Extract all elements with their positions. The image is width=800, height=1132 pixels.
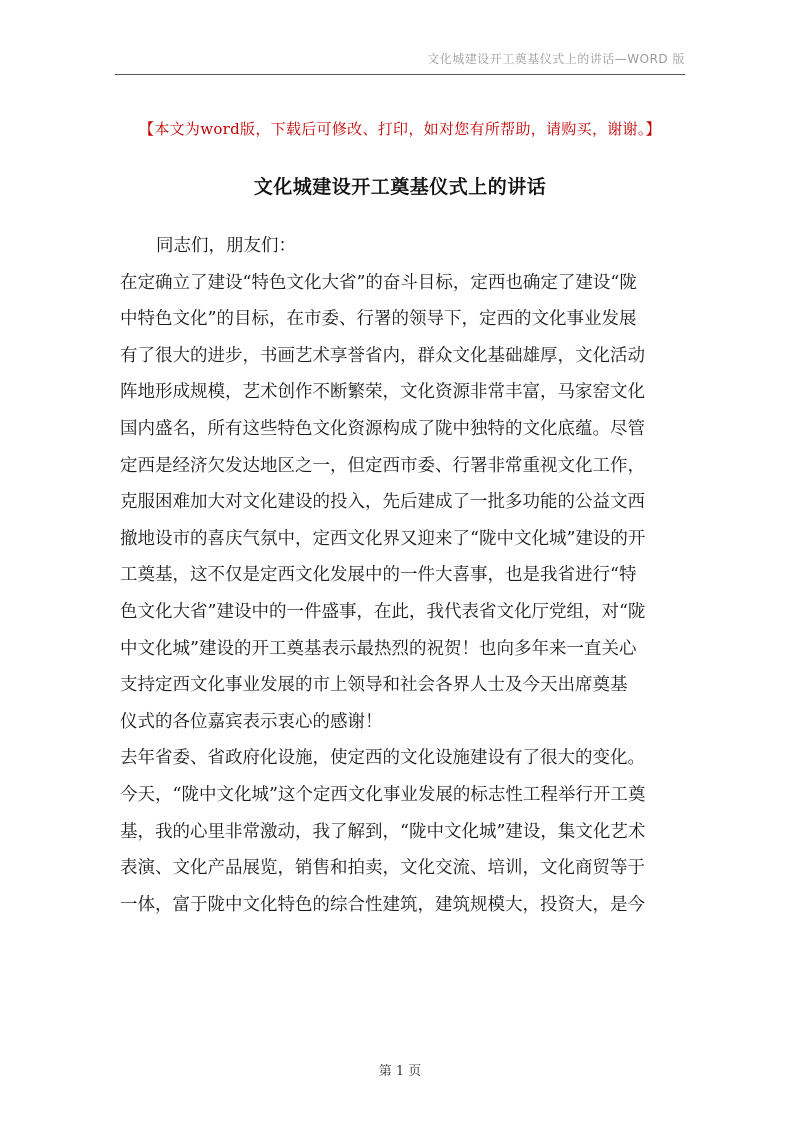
body-line: 去年省委、省政府化设施，使定西的文化设施建设有了很大的变化。 <box>120 748 645 769</box>
body-line: 在定确立了建设“特色文化大省”的奋斗目标，定西也确定了建设“陇 <box>120 272 637 293</box>
body-line: 撤地设市的喜庆气氛中，定西文化界又迎来了“陇中文化城”建设的开 <box>120 528 646 549</box>
purchase-notice: 【本文为word版，下载后可修改、打印，如对您有所帮助，请购买，谢谢。】 <box>139 120 661 138</box>
document-title: 文化城建设开工奠基仪式上的讲话 <box>253 176 547 198</box>
body-line: 中特色文化”的目标，在市委、行署的领导下，定西的文化事业发展 <box>120 309 637 330</box>
header-divider <box>115 74 685 75</box>
body-line: 中文化城”建设的开工奠基表示最热烈的祝贺！也向多年来一直关心 <box>120 638 637 659</box>
body-line: 色文化大省”建设中的一件盛事，在此，我代表省文化厅党组，对“陇 <box>120 601 646 622</box>
body-line: 定西是经济欠发达地区之一，但定西市委、行署非常重视文化工作， <box>120 455 645 476</box>
salutation: 同志们，朋友们： <box>156 236 296 256</box>
body-line: 表演、文化产品展览，销售和拍卖，文化交流、培训，文化商贸等于 <box>120 858 645 879</box>
body-line: 一体，富于陇中文化特色的综合性建筑，建筑规模大，投资大，是今 <box>120 894 645 915</box>
body-line: 今天，“陇中文化城”这个定西文化事业发展的标志性工程举行开工奠 <box>120 784 646 805</box>
body-line: 国内盛名，所有这些特色文化资源构成了陇中独特的文化底蕴。尽管 <box>120 418 645 439</box>
body-line: 支持定西文化事业发展的市上领导和社会各界人士及今天出席奠基 <box>120 675 628 696</box>
body-line: 基，我的心里非常激动，我了解到，“陇中文化城”建设，集文化艺术 <box>120 821 646 842</box>
document-body <box>120 228 688 923</box>
body-line: 仪式的各位嘉宾表示衷心的感谢！ <box>120 711 383 732</box>
running-header-title: 文化城建设开工奠基仪式上的讲话—WORD 版 <box>427 52 685 66</box>
page-number: 第 1 页 <box>378 1064 422 1079</box>
body-line: 工奠基，这不仅是定西文化发展中的一件大喜事，也是我省进行“特 <box>120 565 637 586</box>
body-line: 有了很大的进步，书画艺术享誉省内，群众文化基础雄厚，文化活动 <box>120 345 645 366</box>
body-line: 克服困难加大对文化建设的投入，先后建成了一批多功能的公益文西 <box>120 492 645 513</box>
body-line: 阵地形成规模，艺术创作不断繁荣，文化资源非常丰富，马家窑文化 <box>120 382 645 403</box>
